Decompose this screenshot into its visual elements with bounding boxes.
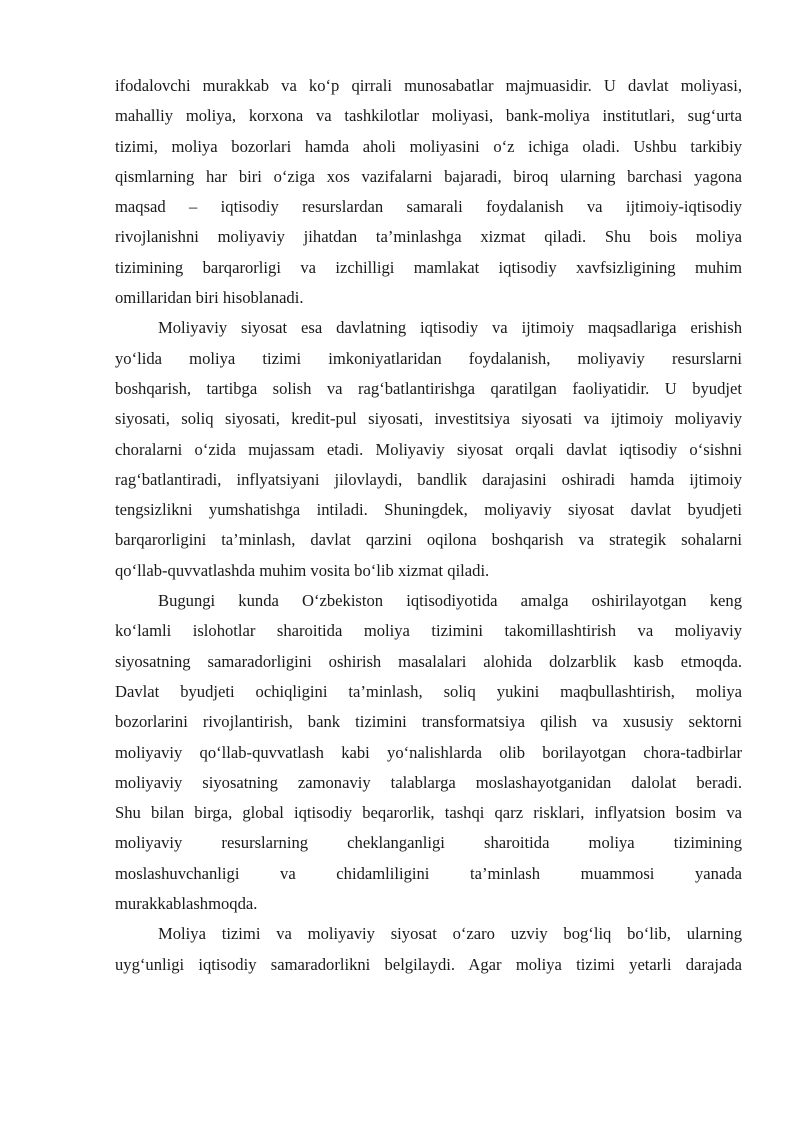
paragraph-4-line-2: uyg‘unligi iqtisodiy samaradorlikni belgilaydi. Agar moliya tizimi yetarli darajada bbox=[115, 954, 742, 974]
paragraph-3-line-7: moliyaviy siyosatning zamonaviy talablarga moslashayotganidan dalolat beradi. bbox=[115, 772, 742, 792]
paragraph-4-line-1: Moliya tizimi va moliyaviy siyosat o‘zaro uzviy bog‘liq bo‘lib, ularning bbox=[158, 924, 742, 944]
paragraph-1-line-1: ifodalovchi murakkab va ko‘p qirrali munosabatlar majmuasidir. U davlat moliyasi, bbox=[115, 76, 742, 95]
paragraph-1-line-8: omillaridan biri hisoblanadi. bbox=[115, 288, 304, 308]
paragraph-2-line-9: qo‘llab-quvvatlashda muhim vosita bo‘lib xizmat qiladi. bbox=[115, 560, 490, 580]
paragraph-2-line-5: choralarni o‘zida mujassam etadi. Moliyaviy siyosat orqali davlat iqtisodiy o‘sishni bbox=[115, 439, 742, 459]
paragraph-1-line-3: tizimi, moliya bozorlari hamda aholi moliyasini o‘z ichiga oladi. Ushbu tarkibiy bbox=[115, 136, 742, 156]
paragraph-1-line-4: qismlarning har biri o‘ziga xos vazifalarni bajaradi, biroq ularning barchasi yagona bbox=[115, 166, 742, 186]
paragraph-3-line-1: Bugungi kunda O‘zbekiston iqtisodiyotida amalga oshirilayotgan keng bbox=[158, 591, 742, 611]
paragraph-2-line-7: tengsizlikni yumshatishga intiladi. Shuningdek, moliyaviy siyosat davlat byudjeti bbox=[115, 500, 742, 520]
paragraph-2-line-6: rag‘batlantiradi, inflyatsiyani jilovlaydi, bandlik darajasini oshiradi hamda ijtimoiy bbox=[115, 469, 742, 489]
paragraph-3-line-10: moslashuvchanligi va chidamliligini ta’minlash muammosi yanada bbox=[115, 863, 742, 883]
paragraph-2-line-3: boshqarish, tartibga solish va rag‘batlantirishga qaratilgan faoliyatidir. U byudjet bbox=[115, 378, 742, 398]
body-text bbox=[115, 71, 742, 980]
paragraph-1-line-6: rivojlanishni moliyaviy jihatdan ta’minlashga xizmat qiladi. Shu bois moliya bbox=[115, 227, 742, 247]
paragraph-3-line-2: ko‘lamli islohotlar sharoitida moliya tizimini takomillashtirish va moliyaviy bbox=[115, 621, 742, 641]
paragraph-3-line-3: siyosatning samaradorligini oshirish masalalari alohida dolzarblik kasb etmoqda. bbox=[115, 651, 742, 671]
paragraph-1-line-7: tizimining barqarorligi va izchilligi mamlakat iqtisodiy xavfsizligining muhim bbox=[115, 257, 742, 277]
paragraph-2-line-1: Moliyaviy siyosat esa davlatning iqtisodiy va ijtimoiy maqsadlariga erishish bbox=[158, 318, 742, 338]
paragraph-3-line-5: bozorlarini rivojlantirish, bank tizimini transformatsiya qilish va xususiy sektorni bbox=[115, 712, 742, 732]
paragraph-1-line-2: mahalliy moliya, korxona va tashkilotlar moliyasi, bank-moliya institutlari, sug‘urta bbox=[115, 106, 742, 126]
paragraph-3-line-4: Davlat byudjeti ochiqligini ta’minlash, soliq yukini maqbullashtirish, moliya bbox=[115, 681, 742, 701]
paragraph-3-line-11: murakkablashmoqda. bbox=[115, 894, 258, 914]
paragraph-2-line-8: barqarorligini ta’minlash, davlat qarzini oqilona boshqarish va strategik sohalarni bbox=[115, 530, 742, 550]
paragraph-3-line-8: Shu bilan birga, global iqtisodiy beqarorlik, tashqi qarz risklari, inflyatsion bosim va bbox=[115, 803, 742, 823]
paragraph-1-line-5: maqsad – iqtisodiy resurslardan samarali foydalanish va ijtimoiy-iqtisodiy bbox=[115, 197, 742, 217]
paragraph-3-line-9: moliyaviy resurslarning cheklanganligi sharoitida moliya tizimining bbox=[115, 833, 742, 853]
paragraph-2-line-4: siyosati, soliq siyosati, kredit-pul siyosati, investitsiya siyosati va ijtimoiy moliyaviy bbox=[115, 409, 742, 429]
paragraph-2-line-2: yo‘lida moliya tizimi imkoniyatlaridan foydalanish, moliyaviy resurslarni bbox=[115, 348, 742, 368]
paragraph-3-line-6: moliyaviy qo‘llab-quvvatlash kabi yo‘nalishlarda olib borilayotgan chora-tadbirlar bbox=[115, 742, 742, 762]
